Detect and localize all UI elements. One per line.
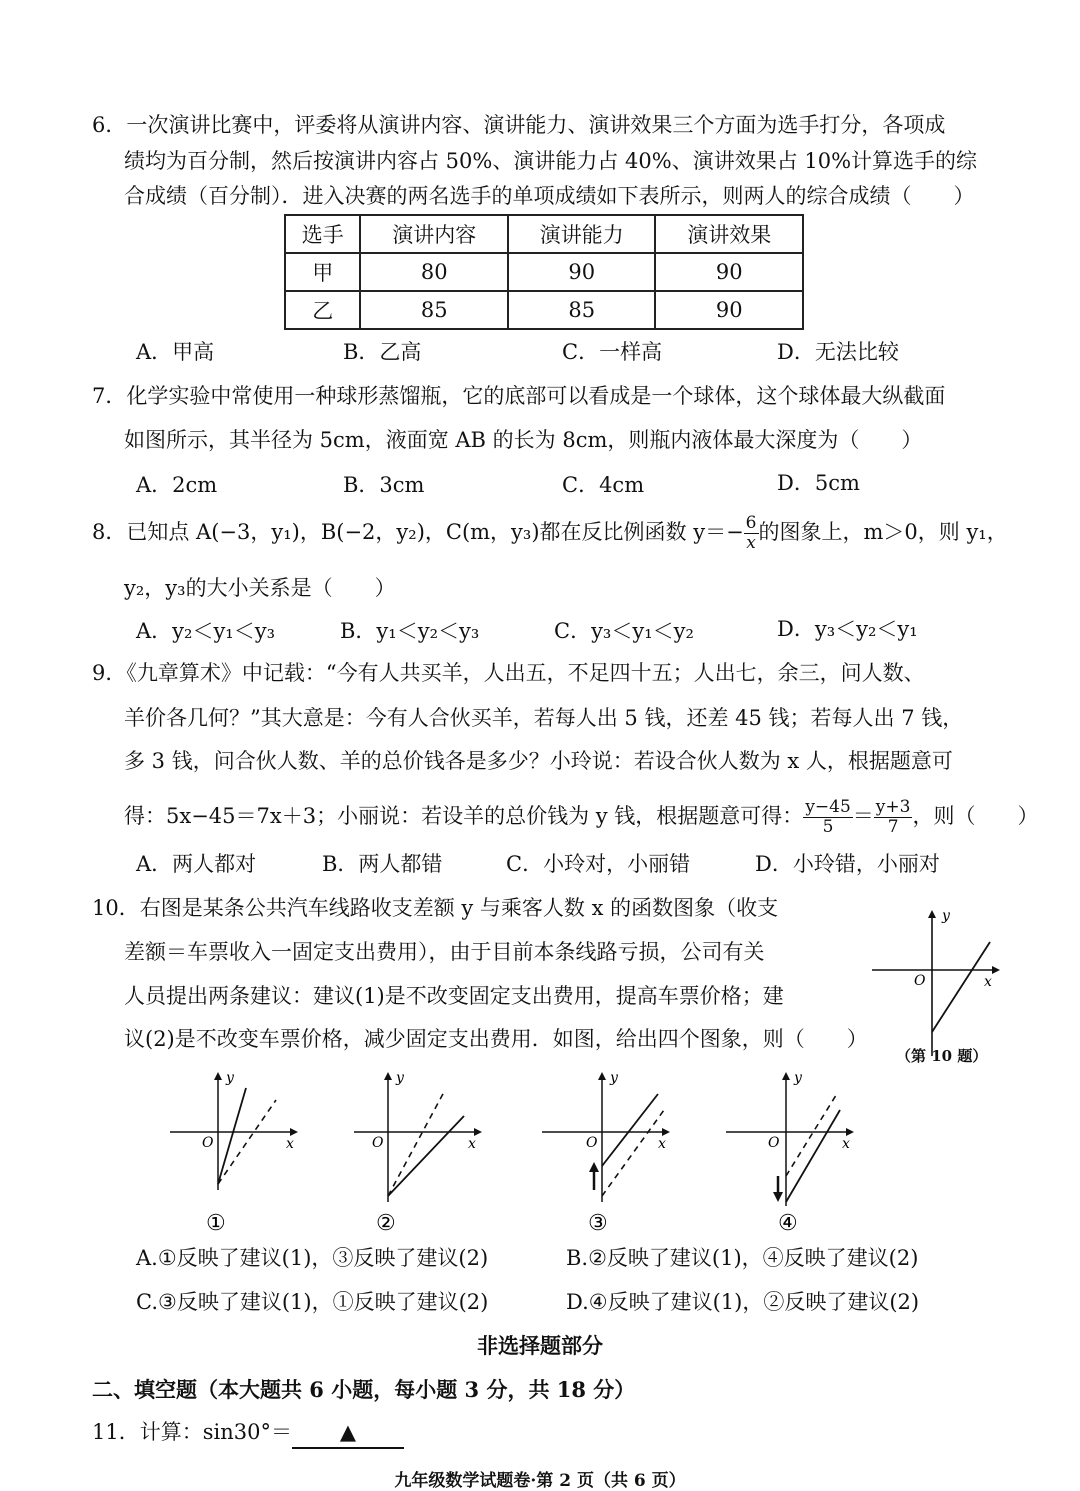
x-label: x: [842, 1136, 850, 1152]
origin-label: O: [202, 1135, 214, 1151]
q9-option-d: D．小玲错，小丽对: [755, 852, 940, 876]
q11-answer-blank: ▲: [292, 1417, 404, 1449]
q7-line-2: 如图所示，其半径为 5cm，液面宽 AB 的长为 8cm，则瓶内液体最大深度为（ ）: [124, 428, 923, 452]
y-axis-arrow: [384, 1072, 392, 1080]
x-axis-arrow: [992, 966, 1000, 974]
part2-heading: 二、填空题（本大题共 6 小题，每小题 3 分，共 18 分）: [92, 1377, 636, 1402]
x-axis-arrow: [846, 1128, 854, 1136]
table-cell: 80: [360, 253, 508, 291]
graph-line: [932, 942, 990, 1032]
page-footer: 九年级数学试题卷·第 2 页（共 6 页）: [394, 1471, 686, 1491]
q9-line-1: 9．《九章算术》中记载：“今有人共买羊，人出五，不足四十五；人出七，余三，问人数、: [92, 661, 925, 685]
q10-option-b: B.②反映了建议(1)，④反映了建议(2): [566, 1246, 919, 1270]
q10-graph-2: [350, 1066, 490, 1236]
y-label: y: [794, 1070, 802, 1086]
q9-option-a: A．两人都对: [136, 852, 257, 876]
q6-score-table: [284, 214, 804, 330]
q6-line-3: 合成绩（百分制）．进入决赛的两名选手的单项成绩如下表所示，则两人的综合成绩（ ）: [124, 184, 975, 208]
q9-line-2: 羊价各几何？”其大意是：今有人合伙买羊，若每人出 5 钱，还差 45 钱；若每人出 7 钱，: [124, 706, 964, 730]
q10-graph-1: [166, 1066, 306, 1236]
up-arrow-icon: [589, 1162, 599, 1172]
q8-option-c: C．y₃＜y₁＜y₂: [554, 619, 694, 643]
table-header-cell: 选手: [285, 215, 360, 253]
y-label: y: [610, 1070, 618, 1086]
table-row: [285, 291, 803, 329]
table-cell: 90: [508, 253, 656, 291]
q10-option-c: C.③反映了建议(1)，①反映了建议(2): [136, 1290, 489, 1314]
q6-line-1: 6．一次演讲比赛中，评委将从演讲内容、演讲能力、演讲效果三个方面为选手打分，各项成: [92, 113, 946, 137]
table-cell: 85: [508, 291, 656, 329]
q7-option-c: C．4cm: [562, 473, 645, 497]
q8-line-1-pre: 8．已知点 A(−3，y₁)，B(−2，y₂)，C(m，y₃)都在反比例函数 y＝−: [92, 520, 744, 544]
x-axis-arrow: [662, 1128, 670, 1136]
table-row: [285, 253, 803, 291]
q9-equals: ＝: [852, 804, 874, 828]
y-label: y: [942, 908, 950, 924]
table-header-cell: 演讲能力: [508, 215, 656, 253]
table-cell: 85: [360, 291, 508, 329]
q6-option-c: C．一样高: [562, 340, 663, 364]
down-arrow-icon: [773, 1192, 783, 1202]
table-cell: 90: [655, 253, 803, 291]
solid-line: [388, 1116, 464, 1196]
q9-frac1-num: y−45: [805, 797, 851, 817]
x-axis-arrow: [290, 1128, 298, 1136]
q9-frac1-den: 5: [822, 817, 834, 837]
q8-line-2: y₂，y₃的大小关系是（ ）: [124, 576, 396, 600]
q10-option-d: D.④反映了建议(1)，②反映了建议(2): [566, 1290, 920, 1314]
q7-option-a: A．2cm: [136, 473, 218, 497]
origin-label: O: [914, 973, 926, 989]
table-header-cell: 演讲效果: [655, 215, 803, 253]
q8-option-b: B．y₁＜y₂＜y₃: [340, 619, 480, 643]
q9-line-4-pre: 得：5x−45＝7x＋3；小丽说：若设羊的总价钱为 y 钱，根据题意可得：: [124, 804, 804, 828]
origin-label: O: [372, 1135, 384, 1151]
q10-reference-graph: [868, 906, 1008, 1066]
q10-line-3: 人员提出两条建议：建议(1)是不改变固定支出费用，提高车票价格；建: [124, 984, 784, 1008]
q11-line: [92, 1417, 404, 1449]
dashed-line: [218, 1100, 276, 1184]
x-label: x: [984, 974, 992, 990]
q10-graph-4: [722, 1066, 862, 1236]
graph-number: ②: [376, 1211, 396, 1236]
graph-number: ④: [778, 1211, 798, 1236]
q8-fraction: [744, 514, 759, 553]
q9-line-4: [124, 798, 1038, 837]
q9-frac2-den: 7: [887, 817, 899, 837]
q8-frac-den: x: [746, 533, 756, 553]
table-cell: 乙: [285, 291, 360, 329]
q9-frac2-num: y+3: [875, 797, 911, 817]
y-label: y: [396, 1070, 404, 1086]
q11-text: 11．计算：sin30°＝: [92, 1420, 292, 1444]
table-cell: 90: [655, 291, 803, 329]
q6-option-a: A．甲高: [136, 340, 215, 364]
q10-line-4: 议(2)是不改变车票价格，减少固定支出费用．如图，给出四个图象，则（ ）: [124, 1027, 868, 1051]
q7-line-1: 7．化学实验中常使用一种球形蒸馏瓶，它的底部可以看成是一个球体，这个球体最大纵截面: [92, 384, 946, 408]
q10-line-2: 差额＝车票收入一固定支出费用），由于目前本条线路亏损，公司有关: [124, 940, 765, 964]
q8-option-d: D．y₃＜y₂＜y₁: [777, 617, 918, 641]
table-header-row: [285, 215, 803, 253]
y-axis-arrow: [214, 1072, 222, 1080]
dashed-line: [388, 1092, 444, 1196]
x-label: x: [468, 1136, 476, 1152]
q9-line-4-post: ，则（ ）: [912, 804, 1039, 828]
q9-fraction-1: [803, 798, 852, 837]
x-axis-arrow: [474, 1128, 482, 1136]
q10-option-a: A.①反映了建议(1)，③反映了建议(2): [136, 1246, 489, 1270]
q9-fraction-2: [874, 798, 913, 837]
origin-label: O: [586, 1135, 598, 1151]
q6-option-d: D．无法比较: [777, 340, 899, 364]
dashed-line: [786, 1092, 838, 1176]
solid-line: [218, 1088, 246, 1184]
q10-line-1: 10．右图是某条公共汽车线路收支差额 y 与乘客人数 x 的函数图象（收支: [92, 896, 779, 920]
section-title: 非选择题部分: [477, 1333, 603, 1358]
y-label: y: [226, 1070, 234, 1086]
q8-option-a: A．y₂＜y₁＜y₃: [136, 619, 276, 643]
q6-line-2: 绩均为百分制，然后按演讲内容占 50%、演讲能力占 40%、演讲效果占 10%计算选手的综: [124, 149, 978, 173]
q6-option-b: B．乙高: [343, 340, 422, 364]
table-cell: 甲: [285, 253, 360, 291]
q10-figure-caption: （第 10 题）: [896, 1047, 988, 1065]
q9-option-b: B．两人都错: [322, 852, 443, 876]
q9-option-c: C．小玲对，小丽错: [506, 852, 691, 876]
q8-frac-num: 6: [745, 513, 757, 533]
q8-line-1: [92, 514, 1008, 553]
q7-option-b: B．3cm: [343, 473, 425, 497]
q7-option-d: D．5cm: [777, 471, 860, 495]
q9-line-3: 多 3 钱，问合伙人数、羊的总价钱各是多少？小玲说：若设合伙人数为 x 人，根据题意可: [124, 749, 953, 773]
y-axis-arrow: [928, 910, 936, 918]
origin-label: O: [768, 1135, 780, 1151]
graph-number: ①: [206, 1211, 226, 1236]
x-label: x: [286, 1136, 294, 1152]
solid-line: [786, 1110, 840, 1202]
q10-graph-3: [538, 1066, 678, 1236]
graph-number: ③: [588, 1211, 608, 1236]
x-label: x: [658, 1136, 666, 1152]
table-header-cell: 演讲内容: [360, 215, 508, 253]
q8-line-1-post: 的图象上，m＞0，则 y₁，: [758, 520, 1008, 544]
y-axis-arrow: [598, 1072, 606, 1080]
y-axis-arrow: [782, 1072, 790, 1080]
